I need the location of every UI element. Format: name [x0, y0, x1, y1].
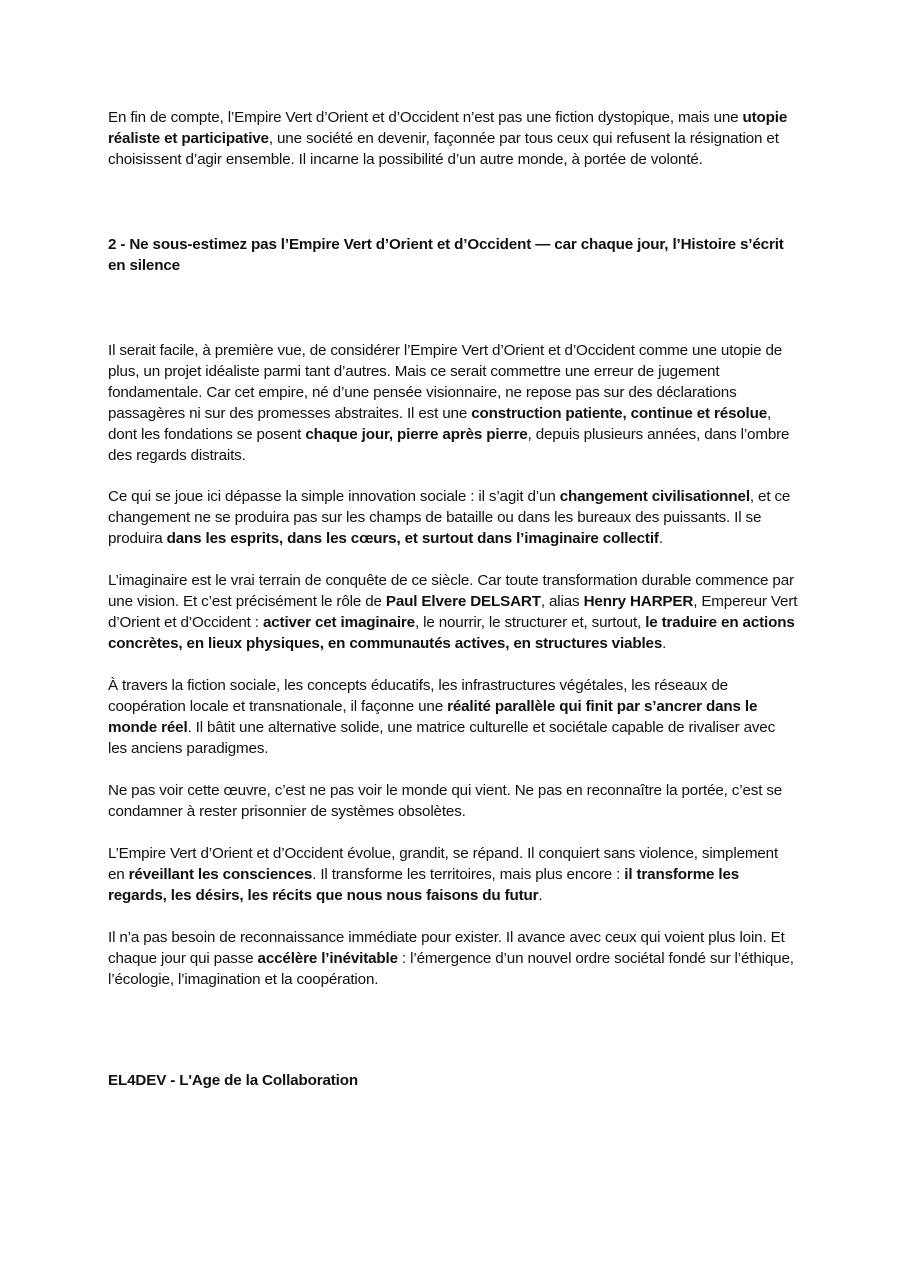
text-run: En fin de compte, l’Empire Vert d’Orient et d’Occident n’est pas une fiction dystopique, mais une	[108, 109, 743, 126]
text-run: , alias	[540, 593, 584, 610]
text-run: L’Empire Vert d’Orient et d’Occident évolue, grandit, se répand. Il conquiert sans violence, simplement en	[108, 845, 779, 883]
text-run: . Il transforme les territoires, mais plus encore :	[312, 866, 625, 883]
text-run: .	[538, 887, 543, 904]
text-run: , et ce changement ne se produira pas sur les champs de bataille ou dans les bureaux des puissants. Il se produira	[108, 488, 791, 547]
paragraph-6	[108, 843, 798, 906]
paragraph-5: Ne pas voir cette œuvre, c’est ne pas voir le monde qui vient. Ne pas en reconnaître la portée, c’est se condamner à rester prisonnier de systèmes obsolètes.	[108, 782, 783, 820]
footer-heading: EL4DEV - L'Age de la Collaboration	[108, 1072, 358, 1089]
bold-run: changement civilisationnel	[559, 488, 750, 505]
text-run: . Il bâtit une alternative solide, une matrice culturelle et sociétale capable de rivaliser avec les anciens paradigmes.	[108, 719, 776, 757]
bold-run: Paul Elvere DELSART	[385, 593, 541, 610]
text-run: : l’émergence d’un nouvel ordre sociétal fondé sur l’éthique, l’écologie, l’imagination et la coopération.	[108, 950, 794, 988]
text-run: .	[662, 635, 667, 652]
text-run: L’imaginaire est le vrai terrain de conquête de ce siècle. Car toute transformation durable commence par une vision. Et c’est précisément le rôle de	[108, 572, 794, 610]
bold-run: il transforme les regards, les désirs, les récits que nous nous faisons du futur	[108, 866, 740, 904]
text-run: .	[658, 530, 663, 547]
intro-paragraph	[108, 107, 798, 170]
text-run: , le nourrir, le structurer et, surtout,	[414, 614, 646, 631]
bold-run: dans les esprits, dans les cœurs, et surtout dans l’imaginaire collectif	[166, 530, 659, 547]
bold-run: le traduire en actions concrètes, en lieux physiques, en communautés actives, en structures viables	[108, 614, 795, 652]
bold-run: réalité parallèle qui finit par s’ancrer dans le monde réel	[108, 698, 758, 736]
bold-run: utopie réaliste et participative	[108, 109, 788, 147]
paragraph-1	[108, 340, 798, 466]
section-heading: 2 - Ne sous-estimez pas l’Empire Vert d’Orient et d’Occident — car chaque jour, l’Histoire s’écrit en silence	[108, 236, 784, 274]
text-run: , dont les fondations se posent	[108, 405, 772, 443]
paragraph-7	[108, 927, 798, 990]
paragraph-3	[108, 570, 798, 654]
paragraph-2	[108, 486, 798, 549]
bold-run: activer cet imaginaire	[262, 614, 415, 631]
text-run: , une société en devenir, façonnée par tous ceux qui refusent la résignation et choisissent d’agir ensemble. Il incarne la possibilité d’un autre monde, à portée de volonté.	[108, 130, 779, 168]
bold-run: chaque jour, pierre après pierre	[305, 426, 528, 443]
bold-run: Henry HARPER	[583, 593, 694, 610]
text-run: Il n’a pas besoin de reconnaissance immédiate pour exister. Il avance avec ceux qui voient plus loin. Et chaque jour qui passe	[108, 929, 785, 967]
paragraph-4	[108, 675, 798, 759]
bold-run: accélère l’inévitable	[257, 950, 398, 967]
bold-run: réveillant les consciences	[128, 866, 313, 883]
text-run: Il serait facile, à première vue, de considérer l’Empire Vert d’Orient et d’Occident comme une utopie de plus, un projet idéaliste parmi tant d’autres. Mais ce serait commettre une erreur de jugement fondamentale. Car cet empire, né d’une pensée visionnaire, ne repose pas sur des déclarations passagères ni sur des promesses abstraites. Il est une	[108, 342, 783, 422]
text-run: , Empereur Vert d’Orient et d’Occident :	[108, 593, 798, 631]
bold-run: construction patiente, continue et résolue	[471, 405, 767, 422]
text-run: , depuis plusieurs années, dans l’ombre des regards distraits.	[108, 426, 790, 464]
text-run: À travers la fiction sociale, les concepts éducatifs, les infrastructures végétales, les réseaux de coopération locale et transnationale, il façonne une	[108, 677, 728, 715]
text-run: Ce qui se joue ici dépasse la simple innovation sociale : il s’agit d’un	[108, 488, 560, 505]
